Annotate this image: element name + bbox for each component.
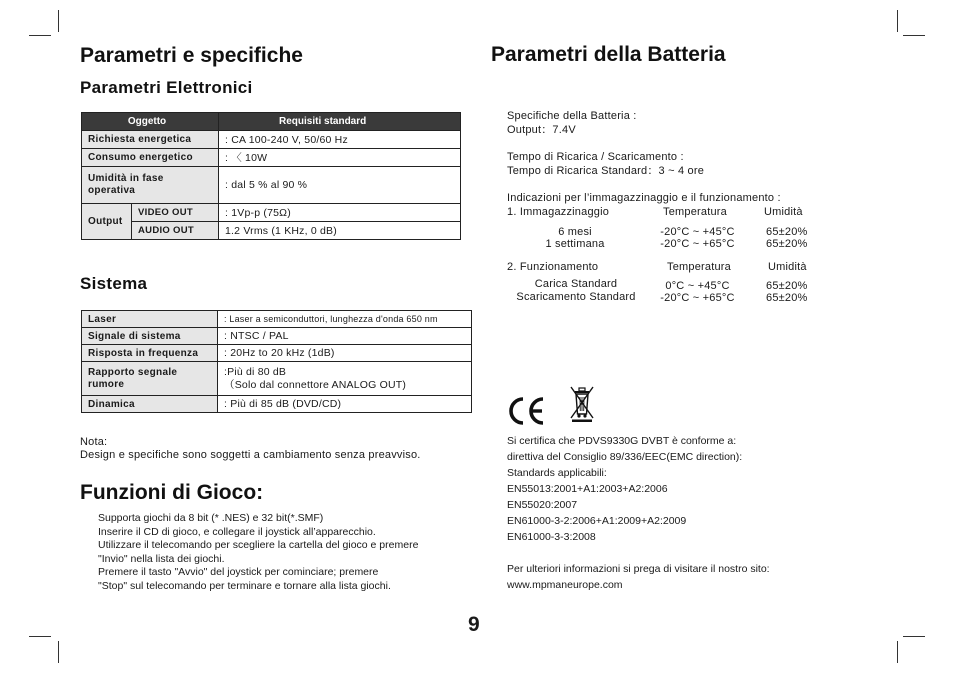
crop-mark (897, 641, 898, 663)
audio-out-value: 1.2 Vrms (1 KHz, 0 dB) (219, 222, 461, 240)
row-label: Umidità in fase operativa (82, 167, 219, 204)
umidita-header: Umidità (768, 261, 807, 273)
imm-label: 1. Immagazzinaggio (507, 206, 610, 218)
video-out-value: : 1Vp-p (75Ω) (219, 204, 461, 222)
giochi-line: "Invio" nella lista dei giochi. (98, 552, 225, 565)
crop-mark (29, 35, 51, 36)
cert-line: Si certifica che PDVS9330G DVBT è conforme a: (507, 435, 737, 447)
cert-block (507, 433, 742, 545)
tempo-value: Tempo di Ricarica Standard：3 ~ 4 ore (507, 165, 705, 177)
website-link[interactable]: www.mpmaneurope.com (507, 579, 623, 591)
temperatura-header: Temperatura (663, 206, 727, 218)
row-label: Consumo energetico (82, 149, 219, 167)
row-value: : dal 5 % al 90 % (219, 167, 461, 204)
giochi-heading: Funzioni di Gioco: (80, 481, 264, 504)
row-value: : Più di 85 dB (DVD/CD) (218, 396, 472, 413)
info-block (507, 561, 770, 593)
cert-line: EN55020:2007 (507, 499, 578, 511)
output-value: Output：7.4V (507, 124, 576, 136)
snr-note: （Solo dal connettore ANALOG OUT) (224, 378, 407, 391)
giochi-line: Utilizzare il telecomando per scegliere la cartella del gioco e premere (98, 539, 419, 552)
battery-title: Parametri della Batteria (491, 43, 726, 66)
imm-row-hum: 65±20% (766, 226, 808, 238)
fun-label: 2. Funzionamento (507, 261, 599, 273)
fun-row-name: Scaricamento Standard (516, 291, 636, 303)
imm-row-temp: -20°C ~ +65°C (660, 238, 735, 250)
giochi-line: Premere il tasto "Avvio" del joystick per cominciare; premere (98, 566, 379, 579)
crop-mark (903, 636, 925, 637)
tempo-label: Tempo di Ricarica / Scaricamento : (507, 151, 684, 163)
crop-mark (897, 10, 898, 32)
imm-row-temp: -20°C ~ +45°C (660, 226, 735, 238)
cert-line: EN61000-3-2:2006+A1:2009+A2:2009 (507, 515, 687, 527)
nota-label: Nota: (80, 436, 108, 448)
indicazioni-label: Indicazioni per l’immagazzinaggio e il funzionamento : (507, 192, 781, 204)
row-label: Signale di sistema (82, 328, 218, 345)
audio-out-label: AUDIO OUT (132, 222, 219, 240)
giochi-line: Supporta giochi da 8 bit (* .NES) e 32 bit(*.SMF) (98, 512, 324, 524)
fun-row-temp: 0°C ~ +45°C (665, 280, 730, 292)
imm-row-hum: 65±20% (766, 238, 808, 250)
row-label: Richiesta energetica (82, 131, 219, 149)
row-label: Rapporto segnale rumore (82, 362, 218, 396)
fun-row-name: Carica Standard (534, 278, 618, 290)
row-value: : CA 100-240 V, 50/60 Hz (219, 131, 461, 149)
cert-line: direttiva del Consiglio 89/336/EEC(EMC direction): (507, 451, 743, 463)
row-value: : NTSC / PAL (218, 328, 472, 345)
row-value-multi (218, 362, 472, 396)
page-number: 9 (468, 613, 480, 636)
row-value: : 20Hz to 20 kHz (1dB) (218, 345, 472, 362)
crop-mark (58, 10, 59, 32)
cert-line: EN61000-3-3:2008 (507, 531, 596, 543)
elettronici-heading: Parametri Elettronici (80, 78, 253, 97)
imm-row-name: 6 mesi (558, 226, 592, 238)
fun-row-temp: -20°C ~ +65°C (660, 292, 735, 304)
row-label: Dinamica (82, 396, 218, 413)
snr-value: :Più di 80 dB (224, 365, 287, 378)
info-line: Per ulteriori informazioni si prega di visitare il nostro sito: (507, 563, 770, 575)
row-label: Risposta in frequenza (82, 345, 218, 362)
crop-mark (903, 35, 925, 36)
ce-mark-icon (505, 393, 547, 429)
sistema-heading: Sistema (80, 274, 148, 293)
fun-row-hum: 65±20% (766, 280, 808, 292)
nota-text: Design e specifiche sono soggetti a cambiamento senza preavviso. (80, 449, 421, 461)
page-title: Parametri e specifiche (80, 44, 303, 67)
fun-row-hum: 65±20% (766, 292, 808, 304)
col-header-item: Oggetto (82, 113, 219, 131)
row-label: Laser (82, 311, 218, 328)
elettronici-table (81, 112, 461, 240)
sistema-table (81, 310, 472, 413)
giochi-line: Inserire il CD di gioco, e collegare il joystick all’apparecchio. (98, 525, 376, 538)
giochi-text (98, 512, 418, 594)
umidita-header: Umidità (764, 206, 803, 218)
weee-bin-icon (567, 384, 597, 422)
crop-mark (58, 641, 59, 663)
temperatura-header: Temperatura (667, 261, 731, 273)
imm-row-name: 1 settimana (545, 238, 605, 250)
cert-line: EN55013:2001+A1:2003+A2:2006 (507, 483, 668, 495)
giochi-line: "Stop" sul telecomando per terminare e tornare alla lista giochi. (98, 579, 391, 592)
crop-mark (29, 636, 51, 637)
video-out-label: VIDEO OUT (132, 204, 219, 222)
cert-line: Standards applicabili: (507, 467, 607, 479)
specifiche-label: Specifiche della Batteria : (507, 110, 637, 122)
row-value: : Laser a semiconduttori, lunghezza d'onda 650 nm (218, 311, 472, 328)
output-label: Output (82, 204, 132, 240)
col-header-req: Requisiti standard (219, 113, 461, 131)
row-value: : 〈 10W (219, 149, 461, 167)
